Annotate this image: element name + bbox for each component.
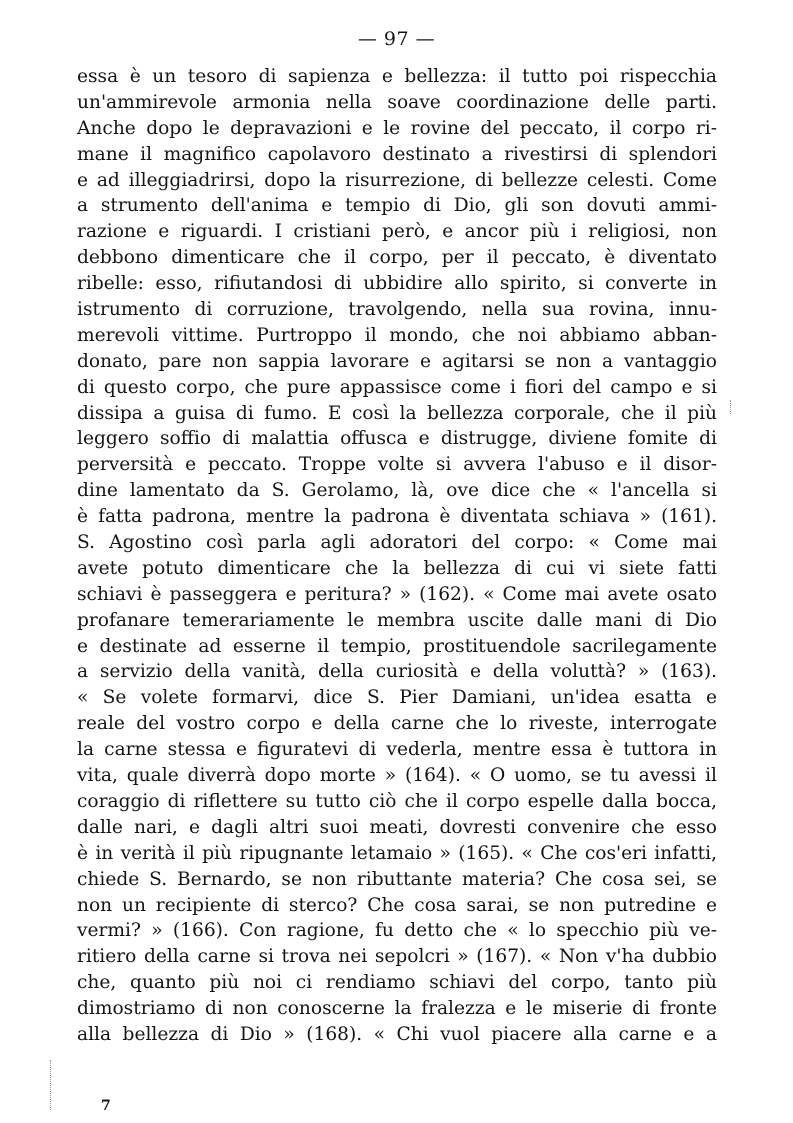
text-line: e destinate ad esserne il tempio, prostituendole sacrilegamente: [77, 635, 717, 657]
text-line: debbono dimenticare che il corpo, per il peccato, è diventato: [77, 247, 717, 269]
text-line: schiavi è passeggera e peritura? » (162). « Come mai avete osato: [77, 583, 717, 605]
text-line: donato, pare non sappia lavorare e agitarsi se non a vantaggio: [77, 350, 717, 372]
text-line: di questo corpo, che pure appassisce come i fiori del campo e si: [77, 376, 717, 398]
text-line: coraggio di riflettere su tutto ciò che il corpo espelle dalla bocca,: [77, 790, 717, 812]
text-line: istrumento di corruzione, travolgendo, nella sua rovina, innu-: [77, 299, 717, 321]
text-line: essa è un tesoro di sapienza e bellezza: il tutto poi rispecchia: [77, 66, 717, 87]
text-line: chiede S. Bernardo, se non ributtante materia? Che cosa sei, se: [77, 868, 717, 890]
text-line: dine lamentato da S. Gerolamo, là, ove dice che « l'ancella si: [77, 480, 717, 502]
text-line: è fatta padrona, mentre la padrona è diventata schiava » (161).: [77, 506, 717, 528]
signature-mark: 7: [101, 1098, 111, 1114]
text-line: « Se volete formarvi, dice S. Pier Damiani, un'idea esatta e: [77, 687, 717, 709]
text-line: ritiero della carne si trova nei sepolcri » (167). « Non v'ha dubbio: [77, 946, 717, 968]
text-line: mane il magnifico capolavoro destinato a rivestirsi di splendori: [77, 143, 717, 165]
text-line: perversità e peccato. Troppe volte si avvera l'abuso e il disor-: [77, 454, 717, 476]
text-line: a strumento dell'anima e tempio di Dio, gli son dovuti ammi-: [77, 195, 717, 217]
text-line: è in verità il più ripugnante letamaio » (165). « Che cos'eri infatti,: [77, 842, 717, 864]
body-text: [77, 64, 717, 1048]
text-line: profanare temerariamente le membra uscite dalle mani di Dio: [77, 609, 717, 631]
text-line: la carne stessa e figuratevi di vederla, mentre essa è tuttora in: [77, 739, 717, 761]
text-line: vita, quale diverrà dopo morte » (164). « O uomo, se tu avessi il: [77, 765, 717, 787]
text-line: e ad illeggiadrirsi, dopo la risurrezione, di bellezze celesti. Come: [77, 169, 717, 191]
text-line: Anche dopo le depravazioni e le rovine del peccato, il corpo ri-: [77, 117, 717, 139]
text-line: razione e riguardi. I cristiani però, e ancor più i religiosi, non: [77, 221, 717, 243]
page-number: — 97 —: [357, 28, 436, 50]
text-line: non un recipiente di sterco? Che cosa sarai, se non putredine e: [77, 894, 717, 916]
margin-mark: [730, 400, 733, 414]
margin-mark: [50, 1060, 53, 1110]
text-line: dissipa a guisa di fumo. E così la bellezza corporale, che il più: [77, 402, 717, 424]
text-line: dimostriamo di non conoscerne la fralezza e le miserie di fronte: [77, 998, 717, 1020]
text-line: che, quanto più noi ci rendiamo schiavi del corpo, tanto più: [77, 972, 717, 994]
text-line: dalle nari, e dagli altri suoi meati, dovresti convenire che esso: [77, 816, 717, 838]
text-line: leggero soffio di malattia offusca e distrugge, diviene fomite di: [77, 428, 717, 450]
text-line: un'ammirevole armonia nella soave coordinazione delle parti.: [77, 91, 717, 113]
text-line: vermi? » (166). Con ragione, fu detto che « lo specchio più ve-: [77, 920, 717, 942]
text-line: ribelle: esso, rifiutandosi di ubbidire allo spirito, si converte in: [77, 273, 717, 295]
text-line: a servizio della vanità, della curiosità e della voluttà? » (163).: [77, 661, 717, 683]
text-line: S. Agostino così parla agli adoratori del corpo: « Come mai: [77, 532, 717, 554]
text-line: reale del vostro corpo e della carne che lo riveste, interrogate: [77, 713, 717, 735]
text-line: alla bellezza di Dio » (168). « Chi vuol piacere alla carne e a: [77, 1023, 717, 1045]
text-line: merevoli vittime. Purtroppo il mondo, che noi abbiamo abban-: [77, 324, 717, 346]
text-line: avete potuto dimenticare che la bellezza di cui vi siete fatti: [77, 557, 717, 579]
